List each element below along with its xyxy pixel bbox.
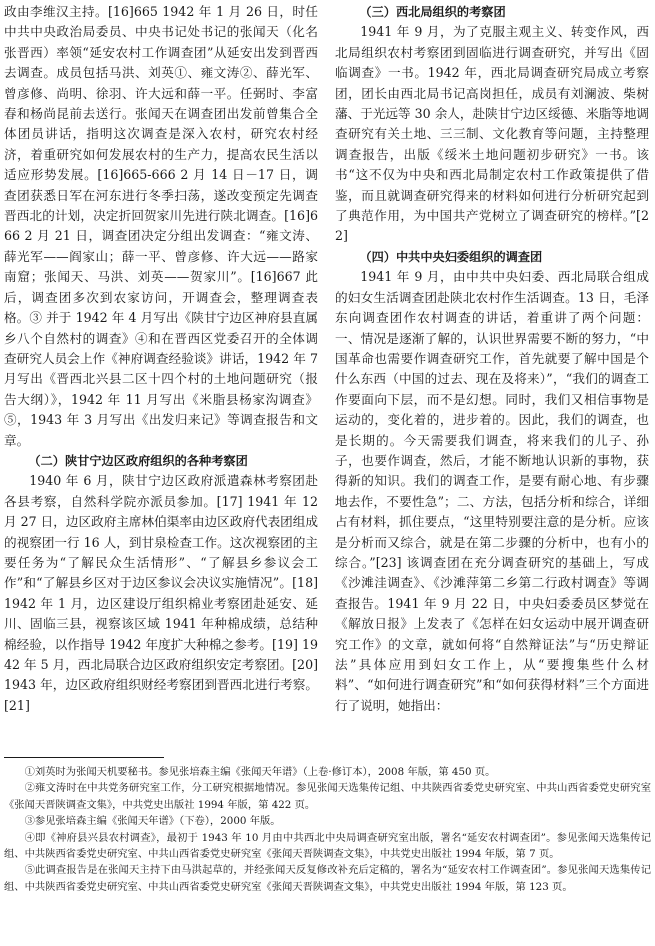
body-paragraph: 1941 年 9 月，由中共中央妇委、西北局联合组成的妇女生活调查团赴陕北农村作生活调查。13 日，毛泽东向调查团作农村调查的讲话，着重讲了两个问题：一、情况是逐渐了解的，认识世界需要不断的努力，“中国革命也需要作调查研究工作，首先就要了解中国是个什么东西（中国的过去、现在及将来）”，“我们的调查工作要面向下层，而不是幻想。同时，我们又相信事物是运动的，变化着的，进步着的。因此，我们的调查，也是长期的。今天需要我们调查，将来我们的儿子、孙子，也要作调查，然后，才能不断地认识新的事物，获得新的知识。我们的调查工作，是要有耐心地、有步骤地去作，不要性急”；二、方法，包括分析和综合，详细占有材料，抓住要点，“这里特别要注意的是分析。应该是分析而又综合，就是在第二步骤的分析中，也有小的综合。”[23] 该调查团在充分调查研究的基础上，写成《沙滩洼调查》、《沙滩萍第二乡第二行政村调查》等调查报告。1941 年 9 月 22 日，中央妇委委员区梦觉在《解放日报》上发表了《怎样在妇女运动中展开调查研究工作》的文章，就如何将“自然辩证法”与“历史辩证法”具体应用到妇女工作上，从“要搜集些什么材料”、“如何进行调查研究”和“如何获得材料”三个方面进行了说明，她指出：: [335, 269, 649, 713]
section-heading: （四）中共中央妇委组织的调查团: [359, 249, 543, 264]
right-column: [335, 2, 649, 716]
footnote: ⑤此调查报告是在张闻天主持下由马洪起草的，并经张闻天反复修改补充后定稿的，署名为“延安农村工作调查团”。参见张闻天选集传记组、中共陕西省委党史研究室、中共山西省委党史研究室《张闻天晋陕调查文集》，中共党史出版社 1994 年版，第 123 页。: [4, 864, 651, 893]
body-paragraph: 1941 年 9 月，为了克服主观主义、转变作风，西北局组织农村考察团到固临进行调查研究，并写出《固临调查》一书。1942 年，西北局调查研究局成立考察团，团长由西北局书记高岗担任，成员有刘澜波、柴树藩、于光远等 30 余人，赴陕甘宁边区绥德、米脂等地调查研究有关土地、三三制、文化教育等问题，主持整理调查报告，出版《绥米土地问题初步研究》一书。该书“这不仅为中央和西北局制定农村工作政策提供了借鉴，而且就调查研究得来的材料如何进行分析研究起到了典范作用，为中国共产党树立了调查研究的榜样。”[22]: [335, 24, 649, 244]
footnote: ④即《神府县兴县农村调查》，最初于 1943 年 10 月由中共西北中央局调查研究室出版，署名“延安农村调查团”。参见张闻天选集传记组、中共陕西省委党史研究室、中共山西省委党史研究室《张闻天晋陕调查文集》，中共党史出版社 1994 年版，第 7 页。: [4, 831, 651, 861]
body-paragraph: 政由李维汉主持。[16]665 1942 年 1 月 26 日，时任中共中央政治局委员、中央书记处书记的张闻天（化名张晋西）率领“延安农村工作调查团”从延安出发到晋西去调查。成员包括马洪、刘英①、雍文涛②、薛光军、曾彦修、尚明、徐羽、许大远和薛一平。任弼时、李富春和杨尚昆前去送行。张闻天在调查团出发前曾集合全体团员讲话，指明这次调查是深入农村，研究农村经济，着重研究如何发展农村的生产力，提高农民生活以适应形势发展。[16]665-666 2 月 14 日－17 日，调查团获悉日军在河东进行冬季扫荡，遂改变预定先调查晋西北的计划，决定折回贺家川先进行陕北调查。[16]666 2 月 21 日，调查团决定分组出发调查：“雍文涛、薛光军——阎家山；薛一平、曾彦修、许大远——路家南窟；张闻天、马洪、刘英——贺家川”。[16]667 此后，调查团多次到农家访问，开调查会，整理调查表格。③ 并于 1942 年 4 月写出《陕甘宁边区神府县直属乡八个自然村的调查》④和在晋西区党委召开的全体调查研究人员会上作《神府调查经验谈》讲话，1942 年 7 月写出《晋西北兴县二区十四个村的土地问题研究（报告大纲）》，1942 年 11 月写出《米脂县杨家沟调查》⑤，1943 年 3 月写出《出发归来记》等调查报告和文章。: [4, 4, 318, 448]
section-heading: （三）西北局组织的考察团: [359, 5, 506, 19]
footnote-divider: [4, 757, 164, 758]
body-paragraph: 1940 年 6 月，陕甘宁边区政府派遣森林考察团赴各县考察，自然科学院亦派员参加。[17] 1941 年 12 月 27 日，边区政府主席林伯渠率由边区政府代表团组成的视察团一行 16 人，到甘泉检查工作。这次视察团的主要任务为“了解民众生活情形”、“了解县乡参议会工作”和“了解县乡区对于边区参议会决议实施情况”。[18] 1942 年 1 月，边区建设厅组织棉业考察团赴延安、延川、固临三县，视察该区域 1941 年种棉成绩，总结种棉经验，以作指导 1942 年度扩大种棉之参考。[19] 1942 年 5 月，西北局联合边区政府组织安定考察团。[20] 1943 年，边区政府组织财经考察团到晋西北进行考察。[21]: [4, 473, 318, 713]
footnote: ③参见张培森主编《张闻天年谱》（下卷），2000 年版。: [24, 815, 281, 828]
section-heading: （二）陕甘宁边区政府组织的各种考察团: [28, 453, 248, 468]
footnote: ①刘英时为张闻天机要秘书。参见张培森主编《张闻天年谱》（上卷·修订本），2008 年版，第 450 页。: [24, 766, 496, 778]
left-column: [4, 2, 318, 716]
footnotes: [4, 764, 651, 895]
footnote: ②雍文涛时在中共党务研究室工作，分工研究根据地情况。参见张闻天选集传记组、中共陕西省委党史研究室、中共山西省委党史研究室《张闻天晋陕调查文集》，中共党史出版社 1994 年版，第 422 页。: [4, 782, 651, 811]
